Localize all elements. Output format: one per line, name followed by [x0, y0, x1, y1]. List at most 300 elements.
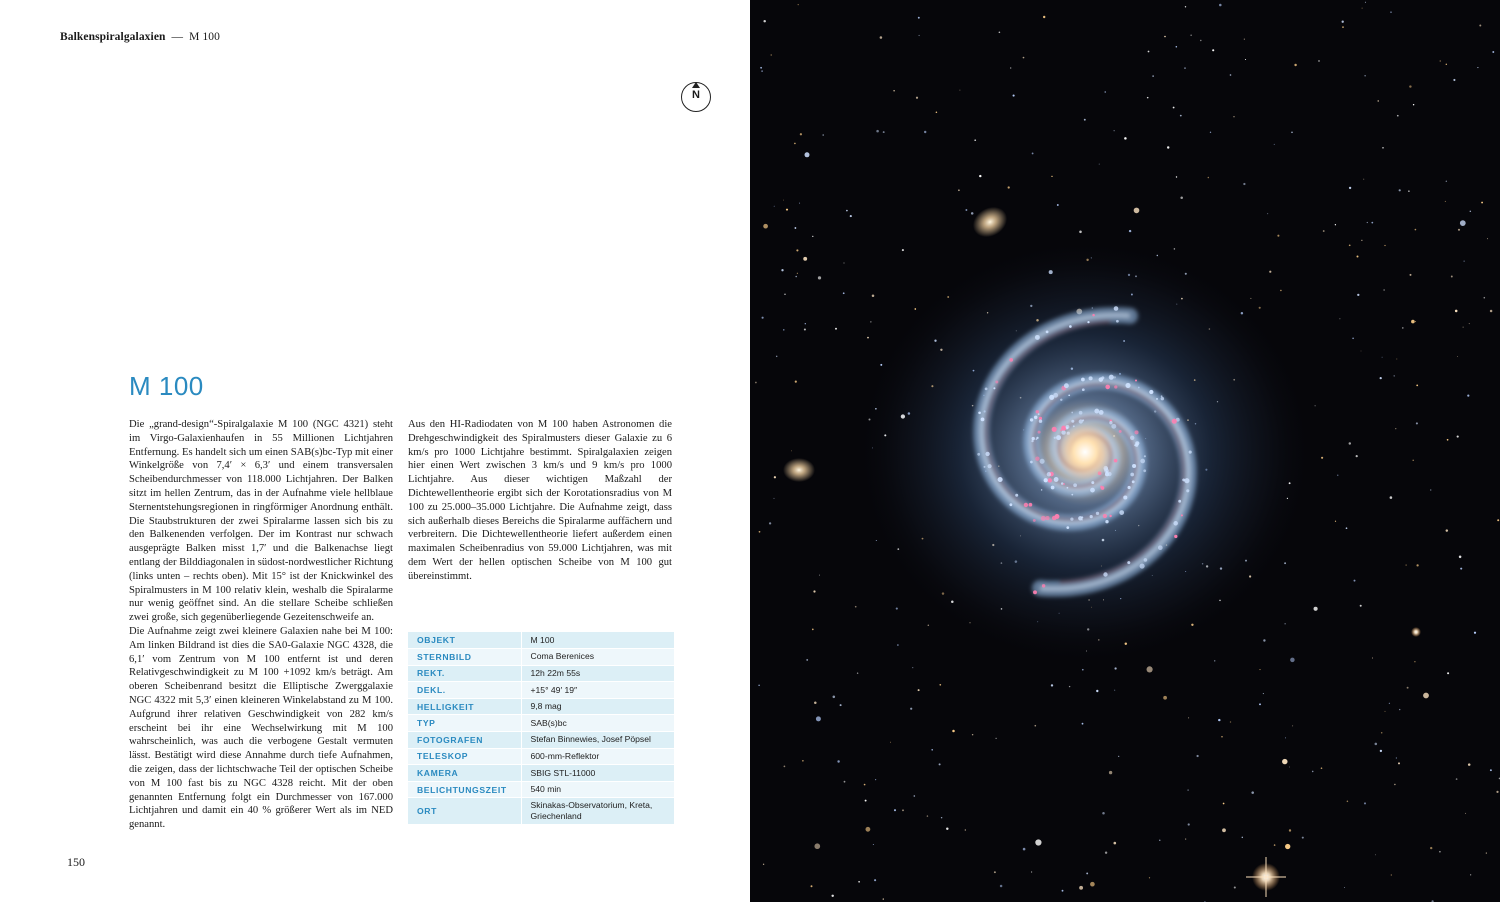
hii-region	[1053, 393, 1058, 398]
star	[1043, 16, 1045, 18]
star	[1250, 298, 1251, 299]
star	[1290, 658, 1295, 663]
star	[1412, 460, 1413, 461]
star	[999, 31, 1001, 33]
star	[1188, 717, 1189, 718]
star	[1481, 202, 1483, 204]
hii-region	[1140, 564, 1145, 569]
star	[1185, 6, 1186, 7]
star	[1259, 703, 1261, 705]
star	[1451, 276, 1453, 278]
star	[1496, 791, 1498, 793]
star	[1411, 320, 1415, 324]
star	[797, 273, 798, 274]
star	[804, 328, 806, 330]
star	[795, 381, 797, 383]
hii-region	[1066, 425, 1070, 429]
star	[755, 382, 757, 384]
star	[1285, 737, 1286, 738]
object-data-table	[408, 632, 674, 825]
star	[1354, 580, 1356, 582]
star	[1105, 91, 1106, 92]
star	[1008, 186, 1010, 188]
star	[1282, 759, 1287, 764]
star	[872, 294, 875, 297]
star	[995, 738, 996, 739]
star	[1200, 40, 1201, 41]
hii-region	[978, 411, 981, 414]
table-value: 540 min	[521, 781, 674, 798]
hii-region	[1111, 424, 1116, 429]
star	[1164, 36, 1166, 38]
star	[1109, 771, 1112, 774]
star	[1487, 238, 1488, 239]
star	[1409, 85, 1411, 87]
star	[864, 784, 866, 786]
hii-region	[1135, 379, 1137, 381]
table-key: ORT	[408, 798, 521, 825]
hii-region	[1036, 437, 1038, 439]
hii-region	[1064, 383, 1069, 388]
table-row	[408, 632, 674, 649]
hii-region	[984, 466, 986, 468]
star	[840, 704, 842, 706]
hii-region	[1061, 482, 1064, 485]
star	[771, 54, 772, 55]
hii-region	[1099, 410, 1104, 415]
paragraph: Die Aufnahme zeigt zwei kleinere Galaxien nahe bei M 100: Am linken Bildrand ist dies die SA0-Galaxie NGC 4328, die 6,1′ vom Zentrum von M 100 entfernt ist und deren Relativgeschwindigkeit zu M 100 +1092 km/s beträgt. Am oberen Scheibenrand besitzt die Elliptische Zwerggalaxie NGC 4322 mit 5,3′ einen kleineren Winkelabstand zu M 100. Aufgrund ihrer relativen Geschwindigkeit von 282 km/s erscheint bei ihr eine Wechselwirkung mit M 100 wahrscheinlich, was auch die verbogene Gestalt vermuten lässt. Bestätigt wird diese Annahme durch tiefe Aufnahmen, die zeigen, dass der lichtschwache Teil der optischen Scheibe von M 100 fast bis zu NGC 4328 reicht. Mit der oben genannten Entfernung folgt ein Durchmesser von 167.000 Lichtjahren und damit ein 40 % größerer Wert als im NED genannt.	[129, 625, 393, 831]
star	[1380, 750, 1382, 752]
star	[918, 17, 920, 19]
star	[1285, 844, 1290, 849]
star	[1210, 132, 1211, 133]
hii-region	[1041, 516, 1046, 521]
galaxy-core	[1057, 424, 1113, 480]
star	[883, 131, 885, 133]
table-key: TELESKOP	[408, 748, 521, 765]
star	[875, 779, 876, 780]
north-label: N	[692, 89, 700, 101]
star	[1364, 802, 1366, 804]
hii-region	[1130, 473, 1134, 477]
hii-region	[1091, 481, 1094, 484]
star	[1397, 115, 1399, 117]
star	[946, 828, 948, 830]
running-head-section: Balkenspiralgalaxien	[60, 31, 166, 43]
star	[1497, 519, 1499, 521]
star	[965, 209, 967, 211]
companion-galaxy-ngc4328	[783, 458, 815, 482]
star	[893, 90, 894, 91]
table-key: KAMERA	[408, 765, 521, 782]
star	[1234, 886, 1236, 888]
hii-region	[1052, 427, 1057, 432]
hii-region	[1024, 503, 1028, 507]
star	[774, 476, 776, 478]
hii-region	[1105, 520, 1108, 523]
star	[1013, 95, 1015, 97]
star	[870, 321, 871, 322]
star	[1057, 204, 1059, 206]
hii-region	[1009, 503, 1012, 506]
star	[971, 212, 974, 215]
star	[763, 224, 768, 229]
star	[850, 215, 852, 217]
star	[1367, 222, 1368, 223]
table-value: 600-mm-Reflektor	[521, 748, 674, 765]
star	[1394, 784, 1395, 785]
star	[835, 328, 837, 330]
hii-region	[1044, 478, 1048, 482]
star	[1090, 882, 1095, 887]
star	[814, 702, 817, 705]
star	[1000, 885, 1003, 888]
star	[1361, 351, 1362, 352]
star	[1188, 823, 1190, 825]
star	[1382, 147, 1384, 149]
star	[1413, 104, 1414, 105]
star	[1416, 422, 1418, 424]
star	[924, 131, 926, 133]
star	[1176, 46, 1178, 48]
hii-region	[1081, 378, 1085, 382]
hii-region	[1036, 410, 1039, 413]
hii-region	[1071, 420, 1074, 423]
table-key: REKT.	[408, 665, 521, 682]
hii-region	[1119, 430, 1122, 433]
star	[1490, 769, 1492, 771]
star	[1096, 690, 1098, 692]
star	[1469, 323, 1470, 324]
hii-region	[988, 464, 992, 468]
hii-region	[1144, 455, 1146, 457]
star	[1082, 723, 1084, 725]
star	[952, 730, 955, 733]
star	[858, 881, 860, 883]
star	[1363, 179, 1364, 180]
star	[918, 689, 920, 691]
hii-region	[1143, 469, 1146, 472]
star	[762, 317, 764, 319]
star	[1430, 489, 1431, 490]
star	[1176, 176, 1177, 177]
star	[1375, 854, 1376, 855]
table-row	[408, 798, 674, 825]
spiral-galaxy-m100-photo	[750, 0, 1500, 902]
star	[1280, 290, 1281, 291]
star	[1385, 711, 1386, 712]
star	[1184, 67, 1185, 68]
star	[1318, 60, 1319, 61]
table-row	[408, 715, 674, 732]
hii-region	[1087, 321, 1089, 323]
star	[941, 817, 942, 818]
star	[1163, 696, 1167, 700]
table-row	[408, 698, 674, 715]
star	[1159, 840, 1160, 841]
star	[890, 742, 891, 743]
star	[1399, 709, 1400, 710]
hii-region	[1127, 561, 1130, 564]
star	[1315, 405, 1316, 406]
star	[1185, 839, 1186, 840]
star	[819, 575, 820, 576]
star	[784, 766, 786, 768]
hii-region	[1067, 487, 1069, 489]
star	[865, 800, 867, 802]
hii-region	[1040, 459, 1045, 464]
table-value: +15° 49′ 19″	[521, 682, 674, 699]
star	[1352, 338, 1354, 340]
star	[855, 606, 857, 608]
star	[1446, 64, 1447, 65]
star	[761, 70, 763, 72]
star	[1408, 190, 1410, 192]
star	[1251, 791, 1254, 794]
hii-region	[1123, 495, 1127, 499]
star	[965, 829, 966, 830]
star	[1259, 669, 1260, 670]
hii-region	[1060, 399, 1062, 401]
star	[897, 644, 899, 646]
star	[913, 795, 915, 797]
hii-region	[1114, 459, 1118, 463]
star	[1381, 732, 1383, 734]
star	[1463, 327, 1464, 328]
star	[1134, 208, 1140, 214]
star	[1035, 839, 1041, 845]
star	[1356, 455, 1358, 457]
star	[1455, 310, 1458, 313]
star	[979, 175, 981, 177]
star	[939, 763, 941, 765]
star	[1395, 428, 1396, 429]
star	[1267, 213, 1268, 214]
star	[1034, 725, 1036, 727]
hii-region	[1052, 516, 1057, 521]
north-arrow-icon	[681, 82, 711, 112]
star	[1389, 703, 1390, 704]
hii-region	[1144, 558, 1148, 562]
star	[865, 827, 870, 832]
hii-region	[1090, 515, 1093, 518]
star	[796, 249, 798, 251]
star	[894, 809, 896, 811]
hii-region	[1184, 478, 1189, 483]
star	[931, 749, 933, 751]
star	[939, 684, 941, 686]
star	[1208, 177, 1210, 179]
star	[1214, 660, 1215, 661]
hii-region	[1046, 331, 1049, 334]
running-head	[60, 31, 220, 43]
hii-region	[1051, 486, 1055, 490]
star	[1423, 693, 1429, 699]
star	[1460, 220, 1466, 226]
star	[972, 734, 973, 735]
hii-region	[1031, 440, 1033, 442]
hii-region	[1186, 489, 1189, 492]
hii-region	[1070, 517, 1073, 520]
star	[806, 659, 808, 661]
star	[1099, 164, 1100, 165]
star	[1191, 35, 1192, 36]
hii-region	[1071, 412, 1073, 414]
table-key: BELICHTUNGSZEIT	[408, 781, 521, 798]
star	[1410, 274, 1412, 276]
star	[1173, 107, 1175, 109]
hii-region	[1071, 494, 1073, 496]
table-value: 9,8 mag	[521, 698, 674, 715]
star	[927, 815, 928, 816]
hii-region	[1114, 306, 1119, 311]
hii-region	[1033, 519, 1036, 522]
star	[800, 133, 802, 135]
hii-region	[1061, 426, 1066, 431]
star	[1416, 384, 1418, 386]
star	[1114, 667, 1116, 669]
table-value: SAB(s)bc	[521, 715, 674, 732]
star	[1152, 75, 1153, 76]
hii-region	[1101, 486, 1105, 490]
star	[1360, 605, 1362, 607]
table-value: Skinakas-Observatorium, Kreta, Griechenland	[521, 798, 674, 825]
star	[1459, 556, 1462, 559]
star	[1147, 97, 1149, 99]
star	[1446, 181, 1447, 182]
star	[813, 590, 815, 592]
star	[1479, 25, 1481, 27]
star	[1023, 57, 1025, 59]
hii-region	[1105, 385, 1110, 390]
table-value: Coma Berenices	[521, 649, 674, 666]
hii-region	[1134, 444, 1136, 446]
star	[1440, 60, 1441, 61]
star	[1430, 847, 1432, 849]
star	[798, 4, 799, 5]
star	[1416, 564, 1418, 566]
star	[1218, 719, 1220, 721]
star	[816, 716, 821, 721]
star	[1263, 693, 1264, 694]
star	[1114, 130, 1115, 131]
star	[1233, 116, 1234, 117]
hii-region	[1090, 488, 1095, 493]
table-key: OBJEKT	[408, 632, 521, 649]
star	[1356, 255, 1358, 257]
hii-region	[1082, 419, 1084, 421]
star	[833, 696, 836, 699]
hii-region	[1149, 390, 1153, 394]
table-row	[408, 781, 674, 798]
star	[1344, 887, 1345, 888]
star	[958, 189, 960, 191]
star	[1292, 725, 1293, 726]
star	[1321, 767, 1323, 769]
table-key: STERNBILD	[408, 649, 521, 666]
star	[1051, 176, 1052, 177]
star	[1445, 201, 1446, 202]
star	[811, 885, 813, 887]
hii-region	[1119, 510, 1124, 515]
star	[1346, 527, 1348, 529]
star	[791, 451, 792, 452]
star	[769, 522, 771, 524]
star	[803, 257, 807, 261]
star	[1263, 639, 1265, 641]
star	[814, 843, 820, 849]
table-key: FOTOGRAFEN	[408, 732, 521, 749]
hii-region	[1015, 494, 1018, 497]
hii-region	[1116, 320, 1119, 323]
hii-region	[1073, 483, 1077, 487]
hii-region	[1181, 514, 1183, 516]
hii-region	[985, 452, 989, 456]
star	[1180, 196, 1183, 199]
star	[763, 864, 764, 865]
table-row	[408, 732, 674, 749]
hii-region	[1030, 461, 1033, 464]
star	[1124, 137, 1127, 140]
star	[1460, 568, 1462, 570]
star	[919, 35, 920, 36]
star	[795, 276, 797, 278]
star	[1474, 632, 1476, 634]
star	[783, 329, 784, 330]
star	[1365, 2, 1366, 3]
star	[774, 206, 775, 207]
star	[1457, 436, 1459, 438]
star	[1147, 666, 1153, 672]
star	[1337, 475, 1338, 476]
star	[1244, 39, 1245, 40]
hii-region	[1130, 436, 1134, 440]
star	[1221, 736, 1222, 737]
star	[1335, 224, 1336, 225]
hii-region	[1079, 411, 1083, 415]
star	[843, 292, 845, 294]
star	[1291, 131, 1293, 133]
hii-region	[1136, 443, 1138, 445]
star	[1277, 235, 1279, 237]
star	[1371, 222, 1373, 224]
star	[1380, 377, 1382, 379]
star	[802, 760, 804, 762]
north-arrow-pointer	[692, 82, 700, 88]
hii-region	[1092, 314, 1095, 317]
star	[1357, 294, 1359, 296]
star	[974, 139, 976, 141]
star	[760, 67, 762, 69]
hii-region	[1189, 451, 1192, 454]
star	[1062, 890, 1064, 892]
hii-region	[1081, 519, 1083, 521]
star	[1362, 8, 1363, 9]
star	[1378, 100, 1379, 101]
page-title: M 100	[129, 371, 204, 401]
hii-region	[1038, 413, 1040, 415]
star	[1269, 271, 1271, 273]
star	[812, 236, 813, 237]
star	[1457, 356, 1458, 357]
star	[1105, 852, 1107, 854]
star	[1361, 240, 1362, 241]
hii-region	[1174, 535, 1177, 538]
hii-region	[1172, 419, 1177, 424]
star	[837, 760, 839, 762]
hii-region	[998, 477, 1003, 482]
star	[1259, 307, 1261, 309]
